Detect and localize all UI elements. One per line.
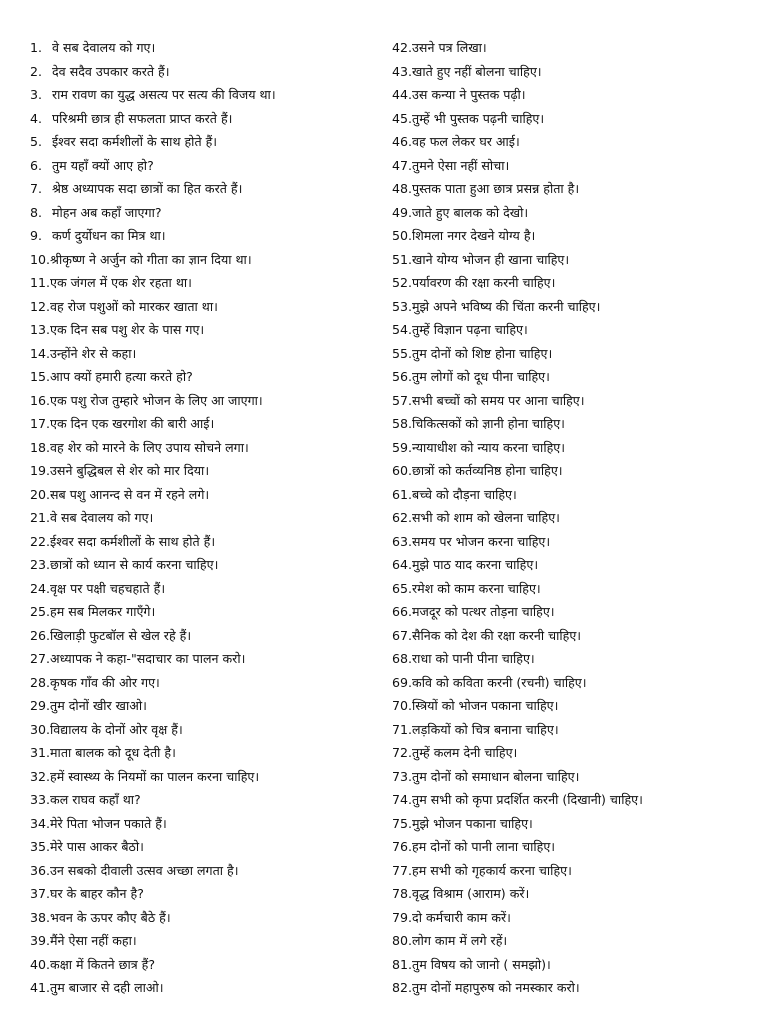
sentence-item bbox=[392, 906, 762, 930]
sentence-number: 11. bbox=[30, 275, 51, 290]
sentence-item bbox=[30, 600, 390, 624]
sentence-text: रमेश को काम करना चाहिए। bbox=[412, 580, 541, 596]
sentence-text: उसने पत्र लिखा। bbox=[412, 40, 487, 55]
sentence-number: 71. bbox=[392, 721, 413, 737]
sentence-text: पर्यावरण की रक्षा करनी चाहिए। bbox=[412, 275, 556, 290]
sentence-number: 44. bbox=[392, 87, 413, 102]
sentence-item bbox=[392, 389, 762, 413]
sentence-item bbox=[392, 577, 762, 601]
sentence-text: सभी को शाम को खेलना चाहिए। bbox=[412, 510, 560, 525]
sentence-text: सैनिक को देश की रक्षा करनी चाहिए। bbox=[412, 627, 582, 643]
sentence-text: मैंने ऐसा नहीं कहा। bbox=[50, 933, 137, 948]
sentence-text: समय पर भोजन करना चाहिए। bbox=[412, 533, 551, 549]
sentence-item bbox=[392, 835, 762, 859]
sentence-text: घर के बाहर कौन है? bbox=[50, 886, 144, 901]
sentence-number: 20. bbox=[30, 486, 51, 502]
sentence-item bbox=[30, 318, 390, 342]
sentence-item bbox=[30, 83, 390, 107]
sentence-text: हमें स्वास्थ्य के नियमों का पालन करना चाहिए। bbox=[50, 768, 260, 784]
sentence-item bbox=[392, 248, 762, 272]
sentence-item bbox=[30, 553, 390, 577]
sentence-number: 34. bbox=[30, 815, 51, 831]
sentence-text: ईश्वर सदा कर्मशीलों के साथ होते हैं। bbox=[52, 134, 218, 149]
sentence-text: देव सदैव उपकार करते हैं। bbox=[52, 63, 170, 79]
sentence-number: 46. bbox=[392, 134, 413, 149]
sentence-item bbox=[30, 130, 390, 154]
sentence-number: 21. bbox=[30, 510, 51, 525]
sentence-number: 16. bbox=[30, 392, 51, 408]
sentence-item bbox=[30, 342, 390, 366]
sentence-text: छात्रों को कर्तव्यनिष्ठ होना चाहिए। bbox=[412, 463, 563, 478]
sentence-number: 78. bbox=[392, 886, 413, 901]
sentence-number: 18. bbox=[30, 439, 51, 455]
sentence-text: कर्ण दुर्योधन का मित्र था। bbox=[52, 228, 166, 243]
sentence-number: 58. bbox=[392, 416, 413, 431]
sentence-text: वृद्ध विश्राम (आराम) करें। bbox=[412, 886, 530, 901]
sentence-text: तुम्हें विज्ञान पढ़ना चाहिए। bbox=[412, 322, 528, 337]
sentence-item bbox=[392, 624, 762, 648]
sentence-text: ईश्वर सदा कर्मशीलों के साथ होते हैं। bbox=[50, 533, 216, 549]
sentence-number: 45. bbox=[392, 110, 413, 126]
sentence-item bbox=[392, 436, 762, 460]
sentence-text: कवि को कविता करनी (रचनी) चाहिए। bbox=[412, 674, 587, 690]
sentence-item bbox=[30, 530, 390, 554]
sentence-text: खाने योग्य भोजन ही खाना चाहिए। bbox=[412, 251, 570, 267]
sentence-number: 48. bbox=[392, 181, 413, 196]
sentence-number: 30. bbox=[30, 721, 51, 737]
sentence-text: उस कन्या ने पुस्तक पढ़ी। bbox=[412, 87, 526, 102]
sentence-number: 52. bbox=[392, 275, 413, 290]
sentence-item bbox=[392, 953, 762, 977]
sentence-number: 72. bbox=[392, 745, 413, 760]
sentence-item bbox=[30, 107, 390, 131]
sentence-number: 43. bbox=[392, 63, 413, 79]
sentence-number: 66. bbox=[392, 604, 413, 619]
sentence-text: श्रीकृष्ण ने अर्जुन को गीता का ज्ञान दिया था। bbox=[50, 251, 252, 267]
sentence-number: 41. bbox=[30, 980, 51, 995]
sentence-item bbox=[30, 741, 390, 765]
sentence-text: तुम बाजार से दही लाओ। bbox=[50, 980, 164, 995]
sentence-number: 67. bbox=[392, 627, 413, 643]
sentence-item bbox=[392, 130, 762, 154]
sentence-item bbox=[392, 318, 762, 342]
sentence-number: 5. bbox=[30, 134, 43, 149]
sentence-text: तुम दोनों महापुरुष को नमस्कार करो। bbox=[412, 980, 580, 995]
sentence-number: 36. bbox=[30, 862, 51, 878]
sentence-number: 76. bbox=[392, 839, 413, 854]
sentence-number: 13. bbox=[30, 322, 51, 337]
left-column bbox=[30, 36, 390, 1000]
sentence-item bbox=[30, 718, 390, 742]
sentence-number: 69. bbox=[392, 674, 413, 690]
sentence-item bbox=[392, 483, 762, 507]
sentence-item bbox=[392, 107, 762, 131]
sentence-text: विद्यालय के दोनों ओर वृक्ष हैं। bbox=[50, 721, 183, 737]
sentence-number: 80. bbox=[392, 933, 413, 948]
sentence-item bbox=[30, 671, 390, 695]
sentence-number: 1. bbox=[30, 40, 43, 55]
sentence-item bbox=[30, 412, 390, 436]
sentence-item bbox=[30, 459, 390, 483]
sentence-number: 25. bbox=[30, 604, 51, 619]
sentence-number: 12. bbox=[30, 298, 51, 314]
sentence-text: बच्चे को दौड़ना चाहिए। bbox=[412, 486, 517, 502]
sentence-text: वह शेर को मारने के लिए उपाय सोचने लगा। bbox=[50, 439, 249, 455]
sentence-item bbox=[30, 906, 390, 930]
sentence-number: 15. bbox=[30, 369, 51, 384]
sentence-number: 29. bbox=[30, 698, 51, 713]
sentence-text: जाते हुए बालक को देखो। bbox=[412, 204, 529, 220]
sentence-item bbox=[392, 342, 762, 366]
sentence-number: 77. bbox=[392, 862, 413, 878]
sentence-text: न्यायाधीश को न्याय करना चाहिए। bbox=[412, 439, 566, 455]
sentence-item bbox=[392, 154, 762, 178]
sentence-item bbox=[30, 859, 390, 883]
sentence-item bbox=[30, 295, 390, 319]
sentence-item bbox=[392, 882, 762, 906]
sentence-number: 68. bbox=[392, 651, 413, 666]
sentence-item bbox=[30, 953, 390, 977]
sentence-number: 56. bbox=[392, 369, 413, 384]
sentence-text: मुझे अपने भविष्य की चिंता करनी चाहिए। bbox=[412, 298, 601, 314]
sentence-number: 23. bbox=[30, 557, 51, 572]
sentence-number: 27. bbox=[30, 651, 51, 666]
sentence-number: 14. bbox=[30, 345, 51, 361]
sentence-item bbox=[30, 812, 390, 836]
sentence-item bbox=[30, 177, 390, 201]
sentence-number: 81. bbox=[392, 956, 413, 972]
sentence-item bbox=[392, 647, 762, 671]
sentence-number: 10. bbox=[30, 251, 51, 267]
sentence-text: खाते हुए नहीं बोलना चाहिए। bbox=[412, 63, 542, 79]
sentence-text: वे सब देवालय को गए। bbox=[50, 510, 154, 525]
sentence-text: तुम यहाँ क्यों आए हो? bbox=[52, 157, 154, 173]
sentence-text: लड़कियों को चित्र बनाना चाहिए। bbox=[412, 721, 559, 737]
sentence-number: 32. bbox=[30, 768, 51, 784]
sentence-number: 31. bbox=[30, 745, 51, 760]
sentence-item bbox=[392, 295, 762, 319]
sentence-text: वे सब देवालय को गए। bbox=[52, 40, 156, 55]
sentence-text: उन सबको दीवाली उत्सव अच्छा लगता है। bbox=[50, 862, 239, 878]
sentence-number: 57. bbox=[392, 392, 413, 408]
sentence-number: 55. bbox=[392, 345, 413, 361]
sentence-text: हम दोनों को पानी लाना चाहिए। bbox=[412, 839, 556, 854]
sentence-item bbox=[392, 694, 762, 718]
sentence-item bbox=[30, 365, 390, 389]
sentence-number: 61. bbox=[392, 486, 413, 502]
sentence-item bbox=[392, 530, 762, 554]
right-column bbox=[392, 36, 762, 1000]
sentence-item bbox=[30, 694, 390, 718]
sentence-text: तुम विषय को जानो ( समझो)। bbox=[412, 956, 551, 972]
sentence-text: मोहन अब कहाँ जाएगा? bbox=[52, 204, 162, 220]
sentence-text: एक दिन एक खरगोश की बारी आई। bbox=[50, 416, 215, 431]
sentence-text: राधा को पानी पीना चाहिए। bbox=[412, 651, 535, 666]
sentence-number: 19. bbox=[30, 463, 51, 478]
sentence-item bbox=[392, 412, 762, 436]
sentence-text: परिश्रमी छात्र ही सफलता प्राप्त करते हैं। bbox=[52, 110, 233, 126]
sentence-text: तुमने ऐसा नहीं सोचा। bbox=[412, 157, 510, 173]
sentence-text: सभी बच्चों को समय पर आना चाहिए। bbox=[412, 392, 585, 408]
sentence-number: 70. bbox=[392, 698, 413, 713]
sentence-number: 35. bbox=[30, 839, 51, 854]
sentence-item bbox=[30, 765, 390, 789]
sentence-item bbox=[30, 271, 390, 295]
sentence-text: तुम दोनों को शिष्ट होना चाहिए। bbox=[412, 345, 553, 361]
sentence-number: 4. bbox=[30, 110, 43, 126]
sentence-number: 37. bbox=[30, 886, 51, 901]
sentence-number: 49. bbox=[392, 204, 413, 220]
sentence-number: 26. bbox=[30, 627, 51, 643]
sentence-text: मुझे पाठ याद करना चाहिए। bbox=[412, 557, 539, 572]
sentence-item bbox=[392, 976, 762, 1000]
sentence-text: एक दिन सब पशु शेर के पास गए। bbox=[50, 322, 205, 337]
sentence-number: 60. bbox=[392, 463, 413, 478]
sentence-number: 59. bbox=[392, 439, 413, 455]
sentence-number: 79. bbox=[392, 909, 413, 925]
sentence-text: राम रावण का युद्ध असत्य पर सत्य की विजय था। bbox=[52, 87, 276, 102]
sentence-text: कल राघव कहाँ था? bbox=[50, 792, 141, 807]
sentence-text: उसने बुद्धिबल से शेर को मार दिया। bbox=[50, 463, 210, 478]
sentence-item bbox=[392, 741, 762, 765]
sentence-item bbox=[392, 201, 762, 225]
sentence-item bbox=[392, 60, 762, 84]
sentence-number: 38. bbox=[30, 909, 51, 925]
sentence-text: हम सब मिलकर गाएँगे। bbox=[50, 604, 156, 619]
sentence-item bbox=[392, 506, 762, 530]
sentence-item bbox=[30, 506, 390, 530]
sentence-number: 62. bbox=[392, 510, 413, 525]
sentence-number: 73. bbox=[392, 768, 413, 784]
sentence-number: 75. bbox=[392, 815, 413, 831]
sentence-item bbox=[392, 929, 762, 953]
sentence-item bbox=[30, 483, 390, 507]
sentence-text: तुम्हें कलम देनी चाहिए। bbox=[412, 745, 518, 760]
sentence-item bbox=[30, 60, 390, 84]
sentence-item bbox=[30, 835, 390, 859]
sentence-item bbox=[392, 553, 762, 577]
sentence-item bbox=[392, 859, 762, 883]
sentence-text: तुम लोगों को दूध पीना चाहिए। bbox=[412, 369, 550, 384]
sentence-item bbox=[30, 624, 390, 648]
sentence-number: 3. bbox=[30, 87, 43, 102]
sentence-text: आप क्यों हमारी हत्या करते हो? bbox=[50, 369, 193, 384]
sentence-text: तुम्हें भी पुस्तक पढ़नी चाहिए। bbox=[412, 110, 545, 126]
sentence-number: 54. bbox=[392, 322, 413, 337]
sentence-text: स्त्रियों को भोजन पकाना चाहिए। bbox=[412, 698, 559, 713]
sentence-text: कक्षा में कितने छात्र हैं? bbox=[50, 956, 156, 972]
sentence-number: 53. bbox=[392, 298, 413, 314]
sentence-text: माता बालक को दूध देती है। bbox=[50, 745, 176, 760]
sentence-item bbox=[392, 671, 762, 695]
sentence-text: सब पशु आनन्द से वन में रहने लगे। bbox=[50, 486, 210, 502]
sentence-item bbox=[30, 224, 390, 248]
sentence-text: मेरे पिता भोजन पकाते हैं। bbox=[50, 815, 167, 831]
sentence-number: 6. bbox=[30, 157, 43, 173]
sentence-number: 65. bbox=[392, 580, 413, 596]
sentence-text: वह फल लेकर घर आई। bbox=[412, 134, 520, 149]
sentence-number: 50. bbox=[392, 228, 413, 243]
sentence-text: मुझे भोजन पकाना चाहिए। bbox=[412, 815, 533, 831]
sentence-item bbox=[392, 36, 762, 60]
sentence-number: 51. bbox=[392, 251, 413, 267]
sentence-text: दो कर्मचारी काम करें। bbox=[412, 909, 511, 925]
sentence-text: तुम सभी को कृपा प्रदर्शित करनी (दिखानी) चाहिए। bbox=[412, 792, 643, 807]
sentence-item bbox=[30, 976, 390, 1000]
sentence-item bbox=[30, 389, 390, 413]
sentence-number: 74. bbox=[392, 792, 413, 807]
sentence-number: 33. bbox=[30, 792, 51, 807]
sentence-number: 7. bbox=[30, 181, 43, 196]
sentence-text: कृषक गाँव की ओर गए। bbox=[50, 674, 160, 690]
sentence-item bbox=[30, 36, 390, 60]
sentence-number: 2. bbox=[30, 63, 43, 79]
sentence-number: 42. bbox=[392, 40, 413, 55]
sentence-number: 17. bbox=[30, 416, 51, 431]
sentence-text: एक जंगल में एक शेर रहता था। bbox=[50, 275, 192, 290]
sentence-text: वह रोज पशुओं को मारकर खाता था। bbox=[50, 298, 218, 314]
sentence-number: 28. bbox=[30, 674, 51, 690]
sentence-text: शिमला नगर देखने योग्य है। bbox=[412, 228, 536, 243]
sentence-item bbox=[392, 765, 762, 789]
sentence-number: 82. bbox=[392, 980, 413, 995]
sentence-number: 9. bbox=[30, 228, 43, 243]
sentence-text: भवन के ऊपर कौए बैठे हैं। bbox=[50, 909, 171, 925]
sentence-number: 22. bbox=[30, 533, 51, 549]
sentence-item bbox=[30, 788, 390, 812]
sentence-number: 47. bbox=[392, 157, 413, 173]
sentence-item bbox=[392, 83, 762, 107]
sentence-text: खिलाड़ी फुटबॉल से खेल रहे हैं। bbox=[50, 627, 192, 643]
sentence-item bbox=[392, 365, 762, 389]
sentence-item bbox=[30, 201, 390, 225]
sentence-item bbox=[392, 812, 762, 836]
sentence-text: वृक्ष पर पक्षी चहचहाते हैं। bbox=[50, 580, 166, 596]
sentence-text: मेरे पास आकर बैठो। bbox=[50, 839, 144, 854]
sentence-text: मजदूर को पत्थर तोड़ना चाहिए। bbox=[412, 604, 555, 619]
sentence-text: अध्यापक ने कहा-"सदाचार का पालन करो। bbox=[50, 651, 246, 666]
sentence-text: छात्रों को ध्यान से कार्य करना चाहिए। bbox=[50, 557, 219, 572]
sentence-text: तुम दोनों को समाधान बोलना चाहिए। bbox=[412, 768, 580, 784]
sentence-item bbox=[392, 718, 762, 742]
sentence-text: एक पशु रोज तुम्हारे भोजन के लिए आ जाएगा। bbox=[50, 392, 263, 408]
sentence-text: श्रेष्ठ अध्यापक सदा छात्रों का हित करते हैं। bbox=[52, 181, 243, 196]
sentence-item bbox=[30, 154, 390, 178]
sentence-text: तुम दोनों खीर खाओ। bbox=[50, 698, 147, 713]
sentence-item bbox=[30, 647, 390, 671]
sentence-text: पुस्तक पाता हुआ छात्र प्रसन्न होता है। bbox=[412, 181, 580, 196]
sentence-item bbox=[392, 224, 762, 248]
sentence-number: 63. bbox=[392, 533, 413, 549]
sentence-item bbox=[30, 248, 390, 272]
sentence-number: 39. bbox=[30, 933, 51, 948]
sentence-text: चिकित्सकों को ज्ञानी होना चाहिए। bbox=[412, 416, 565, 431]
sentence-text: हम सभी को गृहकार्य करना चाहिए। bbox=[412, 862, 572, 878]
sentence-item bbox=[392, 459, 762, 483]
sentence-item bbox=[392, 177, 762, 201]
sentence-item bbox=[392, 788, 762, 812]
sentence-text: उन्होंने शेर से कहा। bbox=[50, 345, 137, 361]
sentence-item bbox=[392, 600, 762, 624]
sentence-number: 64. bbox=[392, 557, 413, 572]
sentence-item bbox=[30, 882, 390, 906]
sentence-item bbox=[30, 929, 390, 953]
sentence-text: लोग काम में लगे रहें। bbox=[412, 933, 508, 948]
sentence-number: 24. bbox=[30, 580, 51, 596]
sentence-number: 40. bbox=[30, 956, 51, 972]
sentence-item bbox=[392, 271, 762, 295]
sentence-item bbox=[30, 577, 390, 601]
sentence-item bbox=[30, 436, 390, 460]
sentence-number: 8. bbox=[30, 204, 43, 220]
